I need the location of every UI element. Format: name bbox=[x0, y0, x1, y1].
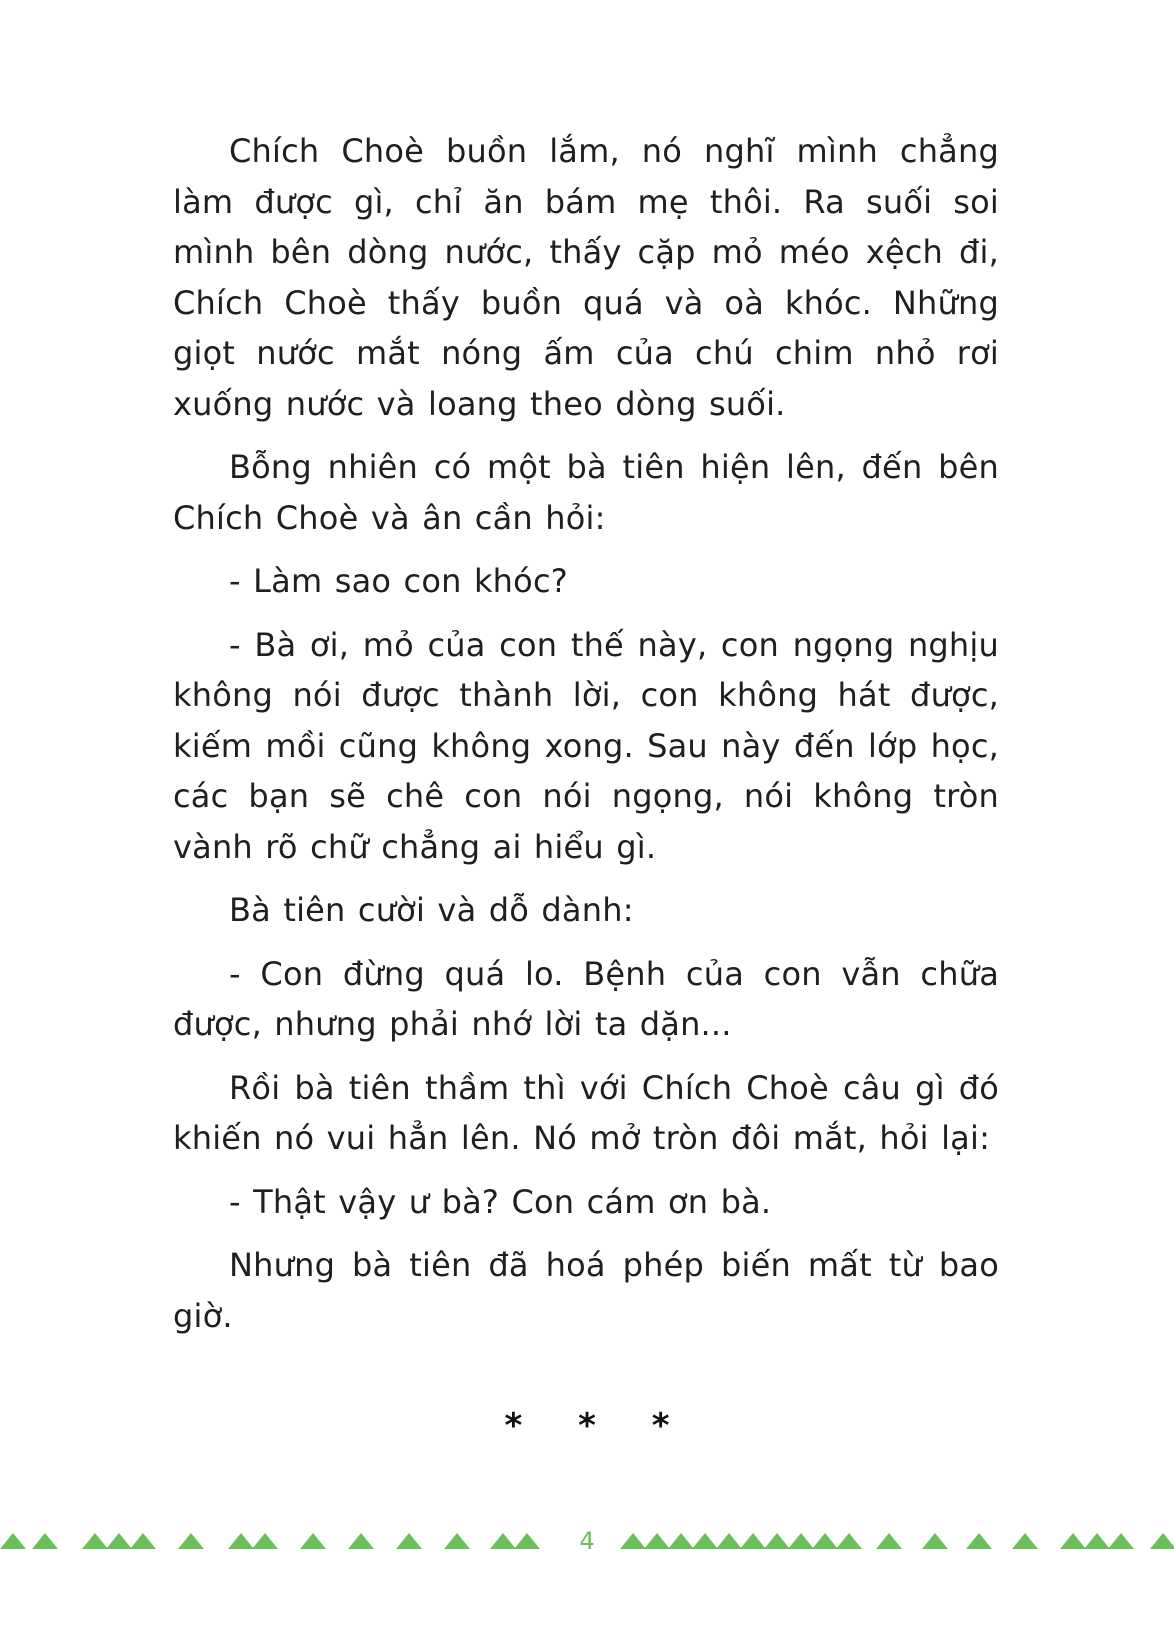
triangle-decoration bbox=[716, 1533, 742, 1549]
page-number: 4 bbox=[579, 1527, 595, 1555]
triangle-decoration bbox=[0, 1533, 26, 1549]
triangle-decoration bbox=[252, 1533, 278, 1549]
triangle-decoration bbox=[764, 1533, 790, 1549]
triangle-decoration bbox=[228, 1533, 254, 1549]
triangle-decoration bbox=[106, 1533, 132, 1549]
paragraph: Bà tiên cười và dỗ dành: bbox=[229, 891, 634, 929]
triangle-decoration bbox=[514, 1533, 540, 1549]
triangle-decoration bbox=[396, 1533, 422, 1549]
section-separator: * * * bbox=[504, 1406, 692, 1446]
triangle-decoration bbox=[692, 1533, 718, 1549]
triangle-decoration bbox=[876, 1533, 902, 1549]
triangle-decoration bbox=[32, 1533, 58, 1549]
triangle-decoration bbox=[788, 1533, 814, 1549]
triangle-decoration bbox=[82, 1533, 108, 1549]
triangle-decoration bbox=[1150, 1533, 1174, 1549]
triangle-decoration bbox=[178, 1533, 204, 1549]
paragraph: Nhưng bà tiên đã hoá phép biến mất từ bao giờ. bbox=[173, 1246, 999, 1335]
triangle-decoration bbox=[668, 1533, 694, 1549]
triangle-decoration bbox=[1060, 1533, 1086, 1549]
dialogue-line: - Thật vậy ư bà? Con cám ơn bà. bbox=[229, 1182, 772, 1221]
triangle-decoration bbox=[130, 1533, 156, 1549]
triangle-decoration bbox=[1108, 1533, 1134, 1549]
triangle-decoration bbox=[812, 1533, 838, 1549]
triangle-decoration bbox=[444, 1533, 470, 1549]
triangle-decoration bbox=[740, 1533, 766, 1549]
triangle-decoration bbox=[1084, 1533, 1110, 1549]
story-text bbox=[173, 126, 999, 1354]
paragraph: Rồi bà tiên thầm thì với Chích Choè câu gì đó khiến nó vui hẳn lên. Nó mở tròn đôi mắt, hỏi lại: bbox=[173, 1068, 999, 1157]
triangle-decoration bbox=[300, 1533, 326, 1549]
dialogue-line: - Làm sao con khóc? bbox=[229, 562, 568, 600]
dialogue-line: - Con đừng quá lo. Bệnh của con vẫn chữa được, nhưng phải nhớ lời ta dặn... bbox=[173, 954, 999, 1043]
triangle-decoration bbox=[966, 1533, 992, 1549]
dialogue-line: - Bà ơi, mỏ của con thế này, con ngọng nghịu không nói được thành lời, con không hát được, kiếm mồi cũng không xong. Sau này đến lớp học, các bạn sẽ chê con nói ngọng, nói không tròn vành rõ chữ chẳng ai hiểu gì. bbox=[173, 625, 999, 866]
triangle-decoration bbox=[836, 1533, 862, 1549]
triangle-decoration bbox=[620, 1533, 646, 1549]
triangle-decoration bbox=[1012, 1533, 1038, 1549]
triangle-decoration bbox=[490, 1533, 516, 1549]
triangle-decoration bbox=[644, 1533, 670, 1549]
triangle-decoration bbox=[348, 1533, 374, 1549]
triangle-decoration bbox=[922, 1533, 948, 1549]
paragraph: Bỗng nhiên có một bà tiên hiện lên, đến bên Chích Choè và ân cần hỏi: bbox=[173, 448, 999, 537]
paragraph: Chích Choè buồn lắm, nó nghĩ mình chẳng làm được gì, chỉ ăn bám mẹ thôi. Ra suối soi mình bên dòng nước, thấy cặp mỏ méo xệch đi, Chích Choè thấy buồn quá và oà khóc. Những giọt nước mắt nóng ấm của chú chim nhỏ rơi xuống nước và loang theo dòng suối. bbox=[173, 132, 999, 423]
